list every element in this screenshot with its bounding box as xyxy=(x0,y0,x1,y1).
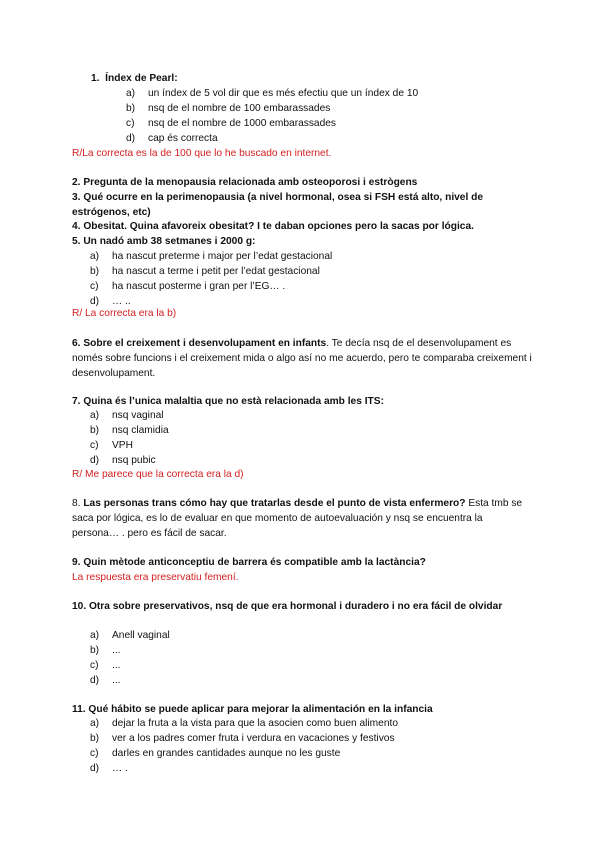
q11-option-b: b) ver a los padres comer fruta i verdura en vacaciones y festivos xyxy=(90,733,395,744)
q11-option-c: c) darles en grandes cantidades aunque no les guste xyxy=(90,748,341,759)
q10-option-d: d) ... xyxy=(90,675,121,686)
q11-title: 11. Qué hábito se puede aplicar para mejorar la alimentación en la infancia xyxy=(72,704,433,715)
q5-option-a: a) ha nascut preterme i major per l’edat gestacional xyxy=(90,251,333,262)
q5-option-b: b) ha nascut a terme i petit per l’edat gestacional xyxy=(90,266,320,277)
q2-heading: 2. Pregunta de la menopausia relacionada amb osteoporosi i estrògens xyxy=(72,177,418,188)
q1-option-c: c) nsq de el nombre de 1000 embarassades xyxy=(126,118,337,129)
q1-options xyxy=(126,86,546,146)
q8-paragraph: 8. Las personas trans cómo hay que tratarlas desde el punto de vista enfermero? Esta tmb se saca por lógica, es lo de evaluar en que momento de autoevaluación y nsq se encuentra la persona… . pero es fácil de sacar. xyxy=(72,498,523,539)
q1-option-a: a) un índex de 5 vol dir que es més efectiu que un índex de 10 xyxy=(126,88,419,99)
q1-answer: R/La correcta es la de 100 que lo he buscado en internet. xyxy=(72,148,332,159)
q6-paragraph: 6. Sobre el creixement i desenvolupament en infants. Te decía nsq de el desenvolupament es només sobre funcions i el creixement mida o algo así no me acuerdo, pero te comparaba creixement i desenvolupament. xyxy=(72,338,532,379)
q7-option-c: c) VPH xyxy=(90,440,133,451)
q1-option-b: b) nsq de el nombre de 100 embarassades xyxy=(126,103,331,114)
q5-answer: R/ La correcta era la b) xyxy=(72,308,177,319)
q7-option-a: a) nsq vaginal xyxy=(90,410,164,421)
q5-option-c: c) ha nascut posterme i gran per l’EG… . xyxy=(90,281,286,292)
q10-option-b: b) ... xyxy=(90,645,121,656)
q1-title: 1. Índex de Pearl: xyxy=(91,73,178,84)
q7-title: 7. Quina és l’unica malaltia que no està relacionada amb les ITS: xyxy=(72,396,384,407)
q5-title: 5. Un nadó amb 38 setmanes i 2000 g: xyxy=(72,236,256,247)
q4-heading: 4. Obesitat. Quina afavoreix obesitat? I te daban opciones pero la sacas por lógica. xyxy=(72,221,474,232)
q3-heading: 3. Qué ocurre en la perimenopausia (a nivel hormonal, osea si FSH está alto, nivel de estrógenos, etc) xyxy=(72,192,484,218)
q7-answer: R/ Me parece que la correcta era la d) xyxy=(72,469,244,480)
q7-option-b: b) nsq clamidia xyxy=(90,425,169,436)
q1-option-d: d) cap és correcta xyxy=(126,133,218,144)
q5-options xyxy=(90,249,510,309)
q10-options xyxy=(90,628,510,688)
q11-options xyxy=(90,716,530,776)
q5-option-d: d) … .. xyxy=(90,296,131,307)
q9-title: 9. Quin mètode anticonceptiu de barrera és compatible amb la lactància? xyxy=(72,557,426,568)
q10-heading: 10. Otra sobre preservativos, nsq de que era hormonal i duradero i no era fácil de olvidar xyxy=(72,601,503,612)
q10-option-c: c) ... xyxy=(90,660,121,671)
q11-option-d: d) … . xyxy=(90,763,128,774)
q10-option-a: a) Anell vaginal xyxy=(90,630,170,641)
q9-answer: La respuesta era preservatiu femení. xyxy=(72,572,239,583)
q11-option-a: a) dejar la fruta a la vista para que la asocien como buen alimento xyxy=(90,718,398,729)
q7-options xyxy=(90,408,510,468)
q7-option-d: d) nsq pubic xyxy=(90,455,156,466)
